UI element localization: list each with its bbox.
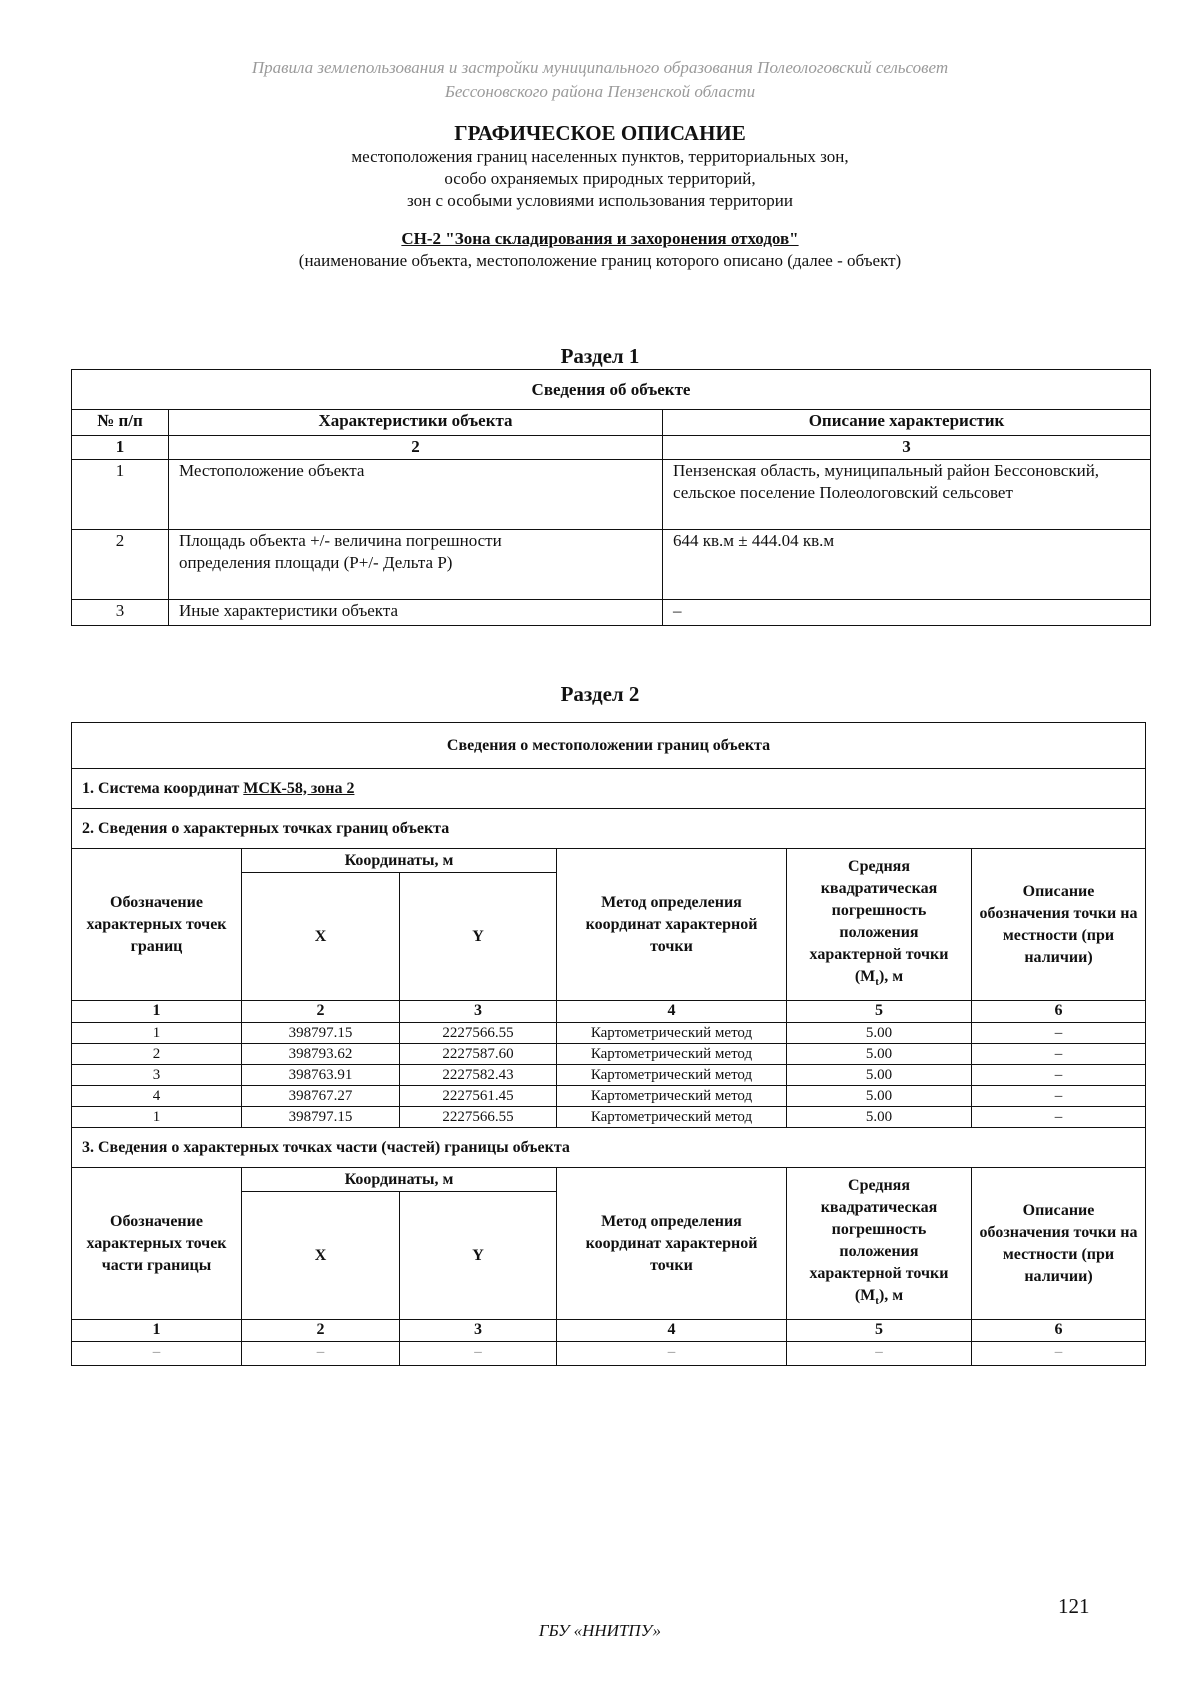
table-caption: Сведения об объекте: [72, 370, 1151, 410]
table-caption: Сведения о местоположении границ объекта: [72, 723, 1146, 769]
point-x: 398767.27: [242, 1086, 400, 1107]
subtitle-line-1: местоположения границ населенных пунктов, территориальных зон,: [351, 147, 849, 166]
column-header: Описание характеристик: [663, 410, 1151, 436]
point-method: Картометрический метод: [557, 1023, 787, 1044]
description-header: Описание обозначения точки на местности (при наличии): [972, 849, 1146, 1001]
table-row: [72, 600, 1151, 626]
characteristic-description: Пензенская область, муниципальный район Бессоновский, сельское поселение Полеологовский сельсовет: [663, 460, 1151, 530]
method-header: Метод определения координат характерной точки: [557, 849, 787, 1001]
point-x: 398797.15: [242, 1023, 400, 1044]
boundary-location-table: [71, 722, 1146, 1366]
point-description: –: [972, 1023, 1146, 1044]
x-header: X: [242, 873, 400, 1001]
y-header: Y: [400, 873, 557, 1001]
point-method: Картометрический метод: [557, 1044, 787, 1065]
characteristic-name: Площадь объекта +/- величина погрешности определения площади (Р+/- Дельта Р): [169, 530, 663, 600]
object-info-table: [71, 369, 1151, 626]
point-error: 5.00: [787, 1065, 972, 1086]
characteristic-name: Иные характеристики объекта: [169, 600, 663, 626]
point-description: –: [972, 1044, 1146, 1065]
y-header: Y: [400, 1192, 557, 1320]
coordinates-header: Координаты, м: [242, 1168, 557, 1192]
point-id: 2: [72, 1044, 242, 1065]
title-block: [0, 120, 1200, 272]
error-header: Средняя квадратическая погрешность положения характерной точки $(M_t)$, м: [787, 849, 972, 1001]
point-method: Картометрический метод: [557, 1086, 787, 1107]
characteristic-description: 644 кв.м ± 444.04 кв.м: [663, 530, 1151, 600]
column-number: 3: [400, 1320, 557, 1342]
table-row: [72, 1342, 1146, 1366]
column-header: № п/п: [72, 410, 169, 436]
subtitle-line-3: зон с особыми условиями использования территории: [407, 191, 793, 210]
row-number: 1: [72, 460, 169, 530]
description-header: Описание обозначения точки на местности (при наличии): [972, 1168, 1146, 1320]
coordinate-system-row: [72, 769, 1146, 809]
parts-section-title: 3. Сведения о характерных точках части (частей) границы объекта: [72, 1128, 1146, 1168]
table-row: [72, 1086, 1146, 1107]
column-number: 5: [787, 1320, 972, 1342]
point-description: –: [972, 1065, 1146, 1086]
table-row: [72, 1023, 1146, 1044]
parts-cell: –: [557, 1342, 787, 1366]
column-number: 4: [557, 1001, 787, 1023]
column-number: 6: [972, 1001, 1146, 1023]
column-number: 1: [72, 1001, 242, 1023]
header-line-2: Бессоновского района Пензенской области: [444, 82, 756, 101]
document-header: [0, 56, 1200, 104]
point-id: 4: [72, 1086, 242, 1107]
header-line-1: Правила землепользования и застройки муниципального образования Полеологовский сельсовет: [251, 58, 949, 77]
point-y: 2227566.55: [400, 1107, 557, 1128]
parts-cell: –: [242, 1342, 400, 1366]
point-y: 2227566.55: [400, 1023, 557, 1044]
parts-cell: –: [972, 1342, 1146, 1366]
characteristic-name: Местоположение объекта: [169, 460, 663, 530]
point-description: –: [972, 1086, 1146, 1107]
point-method: Картометрический метод: [557, 1065, 787, 1086]
column-header: Характеристики объекта: [169, 410, 663, 436]
column-number: 3: [663, 436, 1151, 460]
point-x: 398797.15: [242, 1107, 400, 1128]
column-number: 2: [242, 1001, 400, 1023]
table-row: [72, 1107, 1146, 1128]
point-x: 398793.62: [242, 1044, 400, 1065]
column-number: 6: [972, 1320, 1146, 1342]
point-y: 2227582.43: [400, 1065, 557, 1086]
coordinates-header: Координаты, м: [242, 849, 557, 873]
section-2-title: Раздел 2: [560, 682, 640, 706]
page-number: 121: [1058, 1594, 1090, 1618]
parts-cell: –: [400, 1342, 557, 1366]
object-note: (наименование объекта, местоположение границ которого описано (далее - объект): [298, 251, 902, 270]
point-id: 1: [72, 1023, 242, 1044]
characteristic-description: –: [663, 600, 1151, 626]
column-number: 1: [72, 436, 169, 460]
row-number: 2: [72, 530, 169, 600]
row-number: 3: [72, 600, 169, 626]
method-header: Метод определения координат характерной точки: [557, 1168, 787, 1320]
table-row: [72, 1065, 1146, 1086]
point-error: 5.00: [787, 1107, 972, 1128]
error-header: Средняя квадратическая погрешность положения характерной точки $(M_t)$, м: [787, 1168, 972, 1320]
point-error: 5.00: [787, 1044, 972, 1065]
point-y: 2227561.45: [400, 1086, 557, 1107]
x-header: X: [242, 1192, 400, 1320]
column-number: 2: [169, 436, 663, 460]
coordinate-system-label: 1. Система координат: [82, 779, 240, 797]
column-number: 2: [242, 1320, 400, 1342]
column-number: 5: [787, 1001, 972, 1023]
point-id: 3: [72, 1065, 242, 1086]
section-1-title: Раздел 1: [560, 344, 640, 368]
point-id: 1: [72, 1107, 242, 1128]
points-section-title: 2. Сведения о характерных точках границ объекта: [72, 809, 1146, 849]
object-name: СН-2 "Зона складирования и захоронения отходов": [401, 229, 799, 248]
point-description: –: [972, 1107, 1146, 1128]
table-row: [72, 530, 1151, 600]
point-y: 2227587.60: [400, 1044, 557, 1065]
parts-cell: –: [787, 1342, 972, 1366]
column-number: 1: [72, 1320, 242, 1342]
page-title: ГРАФИЧЕСКОЕ ОПИСАНИЕ: [454, 121, 746, 145]
subtitle-line-2: особо охраняемых природных территорий,: [444, 169, 756, 188]
designation-header: Обозначение характерных точек границ: [72, 849, 242, 1001]
column-number: 4: [557, 1320, 787, 1342]
table-row: [72, 460, 1151, 530]
point-method: Картометрический метод: [557, 1107, 787, 1128]
column-number: 3: [400, 1001, 557, 1023]
point-error: 5.00: [787, 1086, 972, 1107]
parts-cell: –: [72, 1342, 242, 1366]
designation-header: Обозначение характерных точек части границы: [72, 1168, 242, 1320]
point-x: 398763.91: [242, 1065, 400, 1086]
table-row: [72, 1044, 1146, 1065]
point-error: 5.00: [787, 1023, 972, 1044]
document-footer: ГБУ «ННИТПУ»: [538, 1621, 662, 1640]
coordinate-system-value: МСК-58, зона 2: [243, 779, 355, 797]
